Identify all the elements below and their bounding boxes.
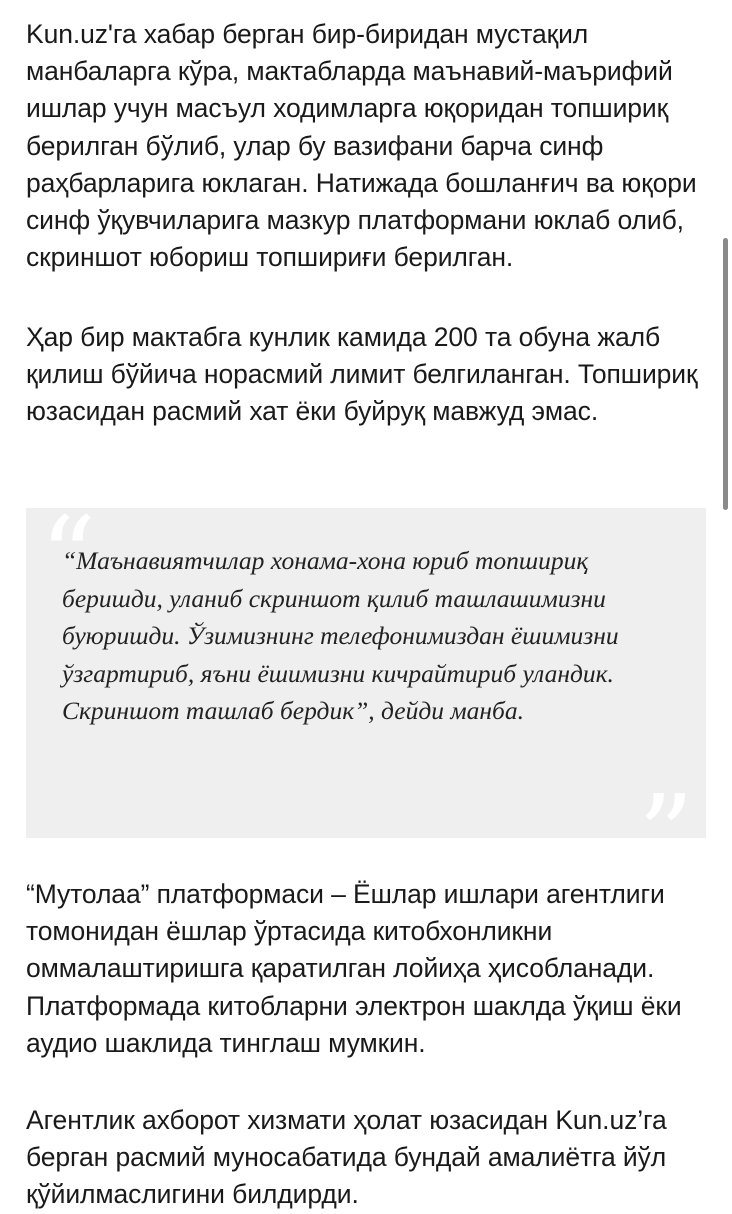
quote-open-icon: “ [40,493,97,621]
quote-text: “Маънавиятчилар хонама-хона юриб топшириқ беришди, уланиб скриншот қилиб ташлашимизни буюришди. Ўзимизнинг телефонимиздан ёшимизни ўзгартириб, яъни ёшимизни кичрайтириб уландик. Скриншот ташлаб бердик”, дейди манба. [62,546,619,725]
paragraph: “Мутолаа” платформаси – Ёшлар ишлари агентлиги томонидан ёшлар ўртасида китобхонликни оммалаштиришга қаратилган лойиҳа ҳисобланади. Платформада китобларни электрон шаклда ўқиш ёки аудио шаклида тинглаш мумкин. [26,879,682,1058]
blockquote [26,493,706,899]
quote-close-icon: ” [637,771,694,899]
paragraph: Агентлик ахборот хизмати ҳолат юзасидан Kun.uz’га берган расмий муносабатида бундай амалиётга йўл қўйилмаслигини билдирди. [26,1105,667,1210]
paragraph: Ҳар бир мактабга кунлик камида 200 та обуна жалб қилиш бўйича норасмий лимит белгиланган. Топшириқ юзасидан расмий хат ёки буйруқ мавжуд эмас. [26,322,698,427]
paragraph: Kun.uz'га хабар берган бир-биридан мустақил манбаларга кўра, мактабларда маънавий-маърифий ишлар учун масъул ходимларга юқоридан топшириқ берилган бўлиб, улар бу вазифани барча синф раҳбарларига юклаган. Натижада бошланғич ва юқори синф ўқувчиларига мазкур платформани юклаб олиб, скриншот юбориш топшириғи берилган. [26,19,697,273]
scrollbar-thumb[interactable] [723,238,728,510]
